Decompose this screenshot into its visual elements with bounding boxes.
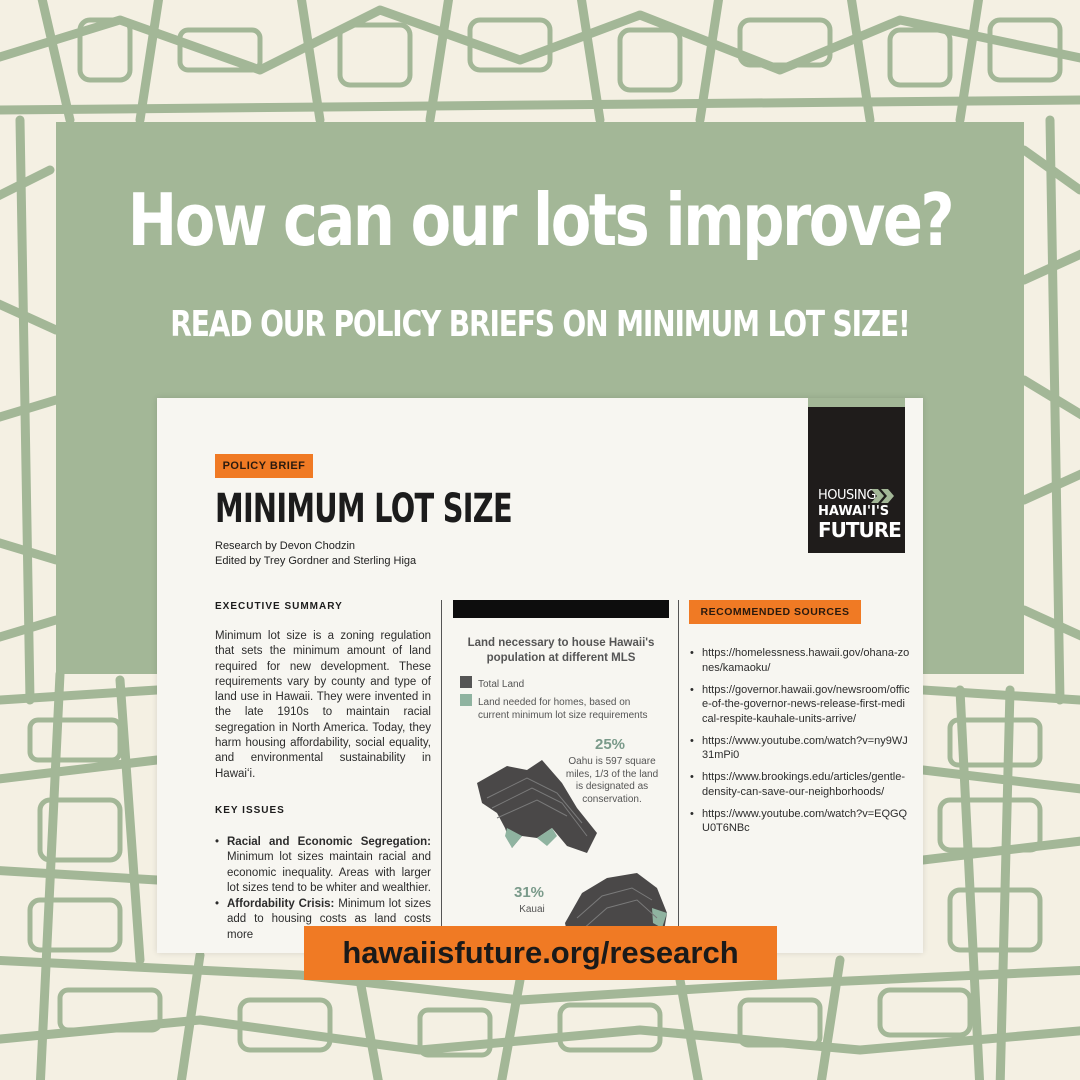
headline: How can our lots improve? xyxy=(127,178,953,262)
kauai-percentage: 31% xyxy=(514,884,545,901)
column-divider-right xyxy=(678,600,679,953)
issue-text: Minimum lot sizes add to housing costs as land costs more xyxy=(227,898,431,941)
executive-summary-heading: EXECUTIVE SUMMARY xyxy=(215,601,343,612)
source-link[interactable]: • https://www.youtube.com/watch?v=ny9WJ31mPi0 xyxy=(690,734,910,763)
kauai-label: Kauai xyxy=(519,904,545,915)
oahu-note: Oahu is 597 square miles, 1/3 of the land is designated as conservation. xyxy=(565,756,659,805)
source-link[interactable]: • https://www.brookings.edu/articles/gentle-density-can-save-our-neighborhoods/ xyxy=(690,770,910,799)
source-link[interactable]: • https://governor.hawaii.gov/newsroom/office-of-the-governor-news-release-first-medical-respite-kauhale-units-arrive/ xyxy=(690,683,910,727)
legend-swatch-total xyxy=(460,676,472,688)
recommended-sources-tag: RECOMMENDED SOURCES xyxy=(689,600,861,624)
source-link[interactable]: • https://homelessness.hawaii.gov/ohana-zones/kamaoku/ xyxy=(690,646,910,675)
oahu-map-illustration xyxy=(467,758,607,858)
logo-line-3: FUTURE xyxy=(818,518,901,542)
subheadline: READ OUR POLICY BRIEFS ON MINIMUM LOT SIZE! xyxy=(170,304,910,345)
logo-line-1: HOUSING xyxy=(818,488,876,503)
editor-credit: Edited by Trey Gordner and Sterling Higa xyxy=(215,555,417,567)
issue-title: Racial and Economic Segregation: xyxy=(227,836,431,848)
brief-title: MINIMUM LOT SIZE xyxy=(215,486,512,532)
chart-title: Land necessary to house Hawaii's population at different MLS xyxy=(467,637,655,664)
list-item xyxy=(215,835,431,896)
housing-hawaiis-future-logo xyxy=(808,398,905,553)
policy-brief-tag: POLICY BRIEF xyxy=(215,454,313,478)
research-credit: Research by Devon Chodzin xyxy=(215,540,356,552)
issue-text: Minimum lot sizes maintain racial and economic inequality. Areas with larger lot sizes tend to be whiter and wealthier. xyxy=(227,851,431,894)
legend-swatch-needed xyxy=(460,694,472,706)
source-link[interactable]: • https://www.youtube.com/watch?v=EQGQU0T6NBc xyxy=(690,807,910,836)
oahu-percentage: 25% xyxy=(595,736,626,753)
executive-summary-text: Minimum lot size is a zoning regulation that sets the minimum amount of land required for new development. These requirements vary by county and type of land use in Hawaii. They were invented in the late 1910s to maintain racial segregation in North America. Today, they harm housing affordability, social equality, and environmental sustainability in Hawaiʻi. xyxy=(215,630,431,780)
research-url-link[interactable]: hawaiisfuture.org/research xyxy=(304,926,777,980)
column-divider-left xyxy=(441,600,442,953)
policy-brief-preview[interactable] xyxy=(157,398,923,953)
legend-label-needed: Land needed for homes, based on current minimum lot size requirements xyxy=(478,697,648,721)
issue-title: Affordability Crisis: xyxy=(227,898,335,911)
key-issues-heading: KEY ISSUES xyxy=(215,805,285,816)
sources-list xyxy=(690,646,910,843)
double-chevron-icon xyxy=(871,489,895,503)
logo-line-2: HAWAI'I'S xyxy=(818,504,890,519)
logo-accent-strip xyxy=(808,398,905,407)
chart-header-bar xyxy=(453,600,669,618)
legend-label-total: Total Land xyxy=(478,679,525,690)
